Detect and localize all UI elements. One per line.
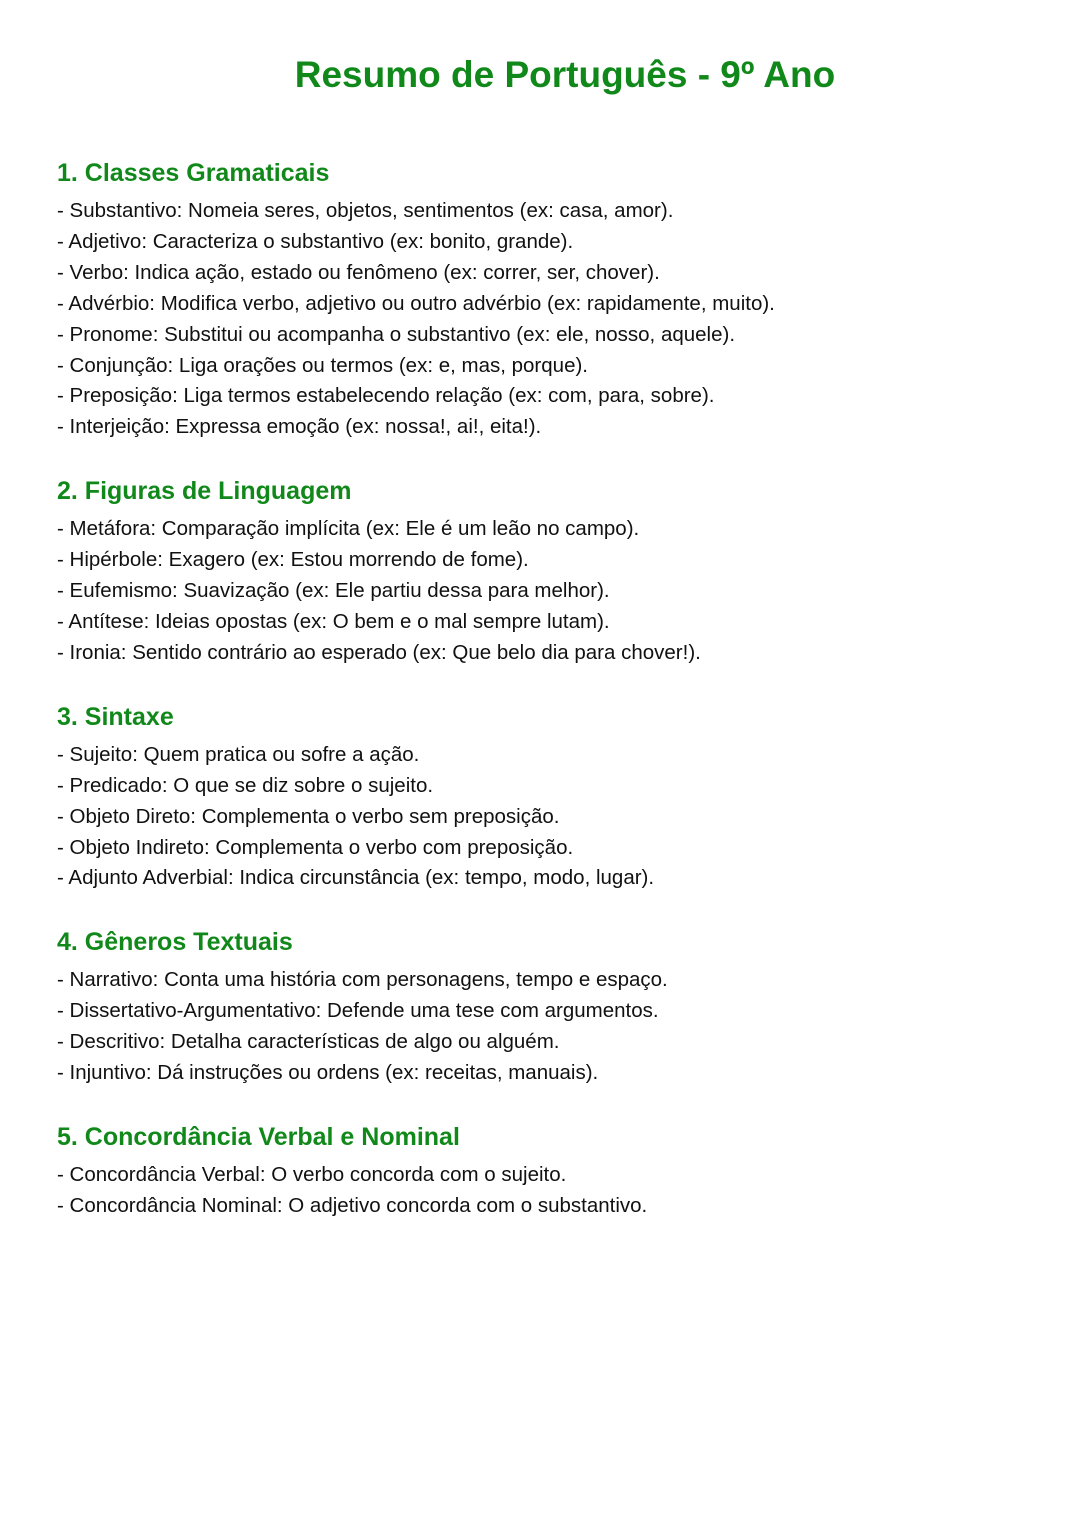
- list-item: - Metáfora: Comparação implícita (ex: Ele é um leão no campo).: [57, 517, 640, 541]
- list-item: - Eufemismo: Suavização (ex: Ele partiu dessa para melhor).: [57, 579, 610, 603]
- list-item: - Adjunto Adverbial: Indica circunstância (ex: tempo, modo, lugar).: [57, 866, 655, 890]
- section-classes-gramaticais: [57, 155, 1037, 443]
- section-heading: 1. Classes Gramaticais: [57, 159, 330, 187]
- section-heading: 4. Gêneros Textuais: [57, 928, 293, 957]
- item-list: [57, 965, 1037, 1089]
- list-item: - Predicado: O que se diz sobre o sujeito.: [57, 773, 434, 797]
- list-item: - Objeto Indireto: Complementa o verbo com preposição.: [57, 835, 574, 859]
- list-item: - Concordância Nominal: O adjetivo concorda com o substantivo.: [57, 1193, 648, 1217]
- list-item: - Injuntivo: Dá instruções ou ordens (ex: receitas, manuais).: [57, 1061, 599, 1085]
- list-item: - Adjetivo: Caracteriza o substantivo (ex: bonito, grande).: [57, 229, 574, 253]
- section-figuras-de-linguagem: [57, 473, 1037, 669]
- section-sintaxe: [57, 699, 1037, 895]
- document-body: [57, 155, 1037, 1252]
- list-item: - Advérbio: Modifica verbo, adjetivo ou outro advérbio (ex: rapidamente, muito).: [57, 291, 775, 315]
- list-item: - Pronome: Substitui ou acompanha o substantivo (ex: ele, nosso, aquele).: [57, 322, 736, 346]
- list-item: - Narrativo: Conta uma história com personagens, tempo e espaço.: [57, 968, 668, 992]
- list-item: - Verbo: Indica ação, estado ou fenômeno (ex: correr, ser, chover).: [57, 260, 660, 284]
- list-item: - Ironia: Sentido contrário ao esperado (ex: Que belo dia para chover!).: [57, 640, 701, 664]
- list-item: - Substantivo: Nomeia seres, objetos, sentimentos (ex: casa, amor).: [57, 199, 674, 222]
- list-item: - Conjunção: Liga orações ou termos (ex: e, mas, porque).: [57, 353, 588, 377]
- item-list: [57, 1160, 1037, 1222]
- section-heading: 2. Figuras de Linguagem: [57, 477, 352, 506]
- list-item: - Preposição: Liga termos estabelecendo relação (ex: com, para, sobre).: [57, 384, 715, 408]
- list-item: - Dissertativo-Argumentativo: Defende uma tese com argumentos.: [57, 999, 659, 1023]
- section-generos-textuais: [57, 924, 1037, 1089]
- item-list: [57, 740, 1037, 895]
- list-item: - Objeto Direto: Complementa o verbo sem preposição.: [57, 804, 560, 828]
- list-item: - Interjeição: Expressa emoção (ex: nossa!, ai!, eita!).: [57, 415, 542, 439]
- page-title: Resumo de Português - 9º Ano: [294, 54, 836, 95]
- section-heading: 5. Concordância Verbal e Nominal: [57, 1122, 460, 1151]
- item-list: [57, 514, 1037, 669]
- list-item: - Sujeito: Quem pratica ou sofre a ação.: [57, 742, 420, 766]
- item-list: [57, 196, 1037, 443]
- section-heading: 3. Sintaxe: [57, 702, 174, 731]
- list-item: - Hipérbole: Exagero (ex: Estou morrendo de fome).: [57, 548, 529, 572]
- list-item: - Concordância Verbal: O verbo concorda com o sujeito.: [57, 1162, 567, 1186]
- section-concordancia: [57, 1119, 1037, 1222]
- list-item: - Descritivo: Detalha características de algo ou alguém.: [57, 1030, 560, 1054]
- list-item: - Antítese: Ideias opostas (ex: O bem e o mal sempre lutam).: [57, 609, 610, 633]
